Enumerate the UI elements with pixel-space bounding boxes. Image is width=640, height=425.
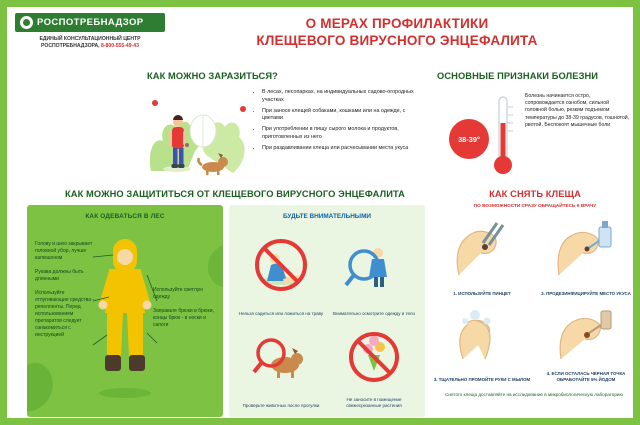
infection-bullets (254, 89, 422, 156)
list-item: • В лесах, лесопарках, на индивидуальных садово-огородных участках (262, 89, 422, 104)
dress-note: Заправьте брюки в брюки, концы брюк - в носки и сапоги (153, 308, 214, 328)
list-item: • При употреблении в пищу сырого молока и продуктов, приготовленных из него (262, 126, 422, 141)
removal-step-4 (535, 299, 637, 383)
attentive-cell-no-flowers (328, 321, 419, 411)
infection-section-title: КАК МОЖНО ЗАРАЗИТЬСЯ? (147, 71, 278, 81)
signs-description: Болезнь начинается остро, сопровождается ознобом, сильной головной болью, резким подъемом температуры до 38-39 градусов, тошнотой, рвотой. Беспокоят мышечные боли (525, 93, 630, 128)
dress-note: Используйте отпугивающие средства - репелленты. Перед использованием препаратов следует ознакомиться с инструкцией (35, 290, 95, 338)
removal-footnote: Снятого клеща доставляйте на исследование в микробиологическую лабораторию (445, 392, 623, 397)
no-flowers-icon (338, 327, 410, 387)
removal-subtitle: ПО ВОЗМОЖНОСТИ СРАЗУ ОБРАЩАЙТЕСЬ К ВРАЧУ (473, 203, 597, 208)
logo-title: РОСПОТРЕБНАДЗОР (37, 17, 144, 28)
removal-step-caption: 4. ЕСЛИ ОСТАЛАСЬ ЧЕРНАЯ ТОЧКА ОБРАБОТАЙТЕ 5% ЙОДОМ (546, 371, 626, 382)
page-title (177, 15, 617, 49)
attentive-grid (235, 229, 419, 411)
rospotrebnadzor-logo (15, 13, 165, 50)
hotline-phone: 8-800-555-49-43 (101, 43, 139, 49)
magnifier-dog-icon (245, 327, 317, 387)
removal-step-1 (431, 213, 533, 297)
poster-header (7, 7, 633, 59)
page-title-line1: О МЕРАХ ПРОФИЛАКТИКИ (305, 16, 489, 31)
thermometer-icon (489, 95, 517, 183)
removal-step-caption: 2. ПРОДЕЗИНФИЦИРУЙТЕ МЕСТО УКУСА (541, 291, 631, 296)
logo-bar (15, 13, 165, 32)
iodine-icon (543, 301, 629, 365)
list-item: • При раздавливании клеща или расчесывании места укуса (262, 145, 422, 153)
attentive-caption: Не заносите в помещение свежесрезанные растения (346, 397, 402, 408)
dress-panel (27, 205, 223, 417)
dress-note: Голову и шею закрывает головной убор, лучше капюшоном (35, 241, 93, 261)
forest-illustration (147, 79, 252, 179)
protection-section-title: КАК МОЖНО ЗАЩИТИТЬСЯ ОТ КЛЕЩЕВОГО ВИРУСНОГО ЭНЦЕФАЛИТА (65, 189, 405, 199)
attentive-caption: Проверьте животных после прогулки (242, 403, 320, 408)
attentive-panel (229, 205, 425, 417)
dress-panel-title: КАК ОДЕВАТЬСЯ В ЛЕС (85, 213, 165, 220)
removal-step-2 (535, 213, 637, 297)
logo-sub-line2: РОСПОТРЕБНАДЗОРА, (41, 43, 100, 49)
magnifier-person-icon (338, 235, 410, 295)
attentive-caption: Внимательно осмотрите одежду и тело (332, 311, 416, 316)
temperature-badge: 38-39° (449, 119, 489, 159)
no-sitting-icon (245, 235, 317, 295)
removal-step-3 (431, 299, 533, 383)
forest-illustration-svg (147, 79, 252, 179)
removal-step-caption: 3. ТЩАТЕЛЬНО ПРОМОЙТЕ РУКИ С МЫЛОМ (433, 377, 531, 382)
dress-note: Используйте светлую одежду (153, 287, 203, 300)
removal-steps (431, 213, 637, 383)
logo-sub-line1: ЕДИНЫЙ КОНСУЛЬТАЦИОННЫЙ ЦЕНТР (39, 36, 141, 42)
handwash-icon (439, 301, 525, 365)
removal-section-title: КАК СНЯТЬ КЛЕЩА (489, 189, 581, 199)
attentive-cell-inspect-body (328, 229, 419, 319)
list-item: • При заносе клещей собаками, кошками или на одежде, с цветами (262, 108, 422, 123)
logo-subtitle (15, 36, 165, 50)
removal-step-caption: 1. ИСПОЛЬЗУЙТЕ ПИНЦЕТ (453, 291, 511, 296)
signs-body (437, 91, 633, 183)
attentive-cell-no-sitting (235, 229, 326, 319)
emblem-icon (20, 16, 33, 29)
attentive-caption: Нельзя садиться или ложиться на траву (238, 311, 324, 316)
signs-section-title: ОСНОВНЫЕ ПРИЗНАКИ БОЛЕЗНИ (437, 71, 599, 81)
attentive-panel-title: БУДЬТЕ ВНИМАТЕЛЬНЫМИ (282, 213, 371, 220)
dress-left-notes (35, 241, 97, 346)
page-title-line2: КЛЕЩЕВОГО ВИРУСНОГО ЭНЦЕФАЛИТА (256, 33, 538, 48)
disinfect-icon (543, 215, 629, 279)
tweezers-icon (439, 215, 525, 279)
dress-note: Рукава должны быть длинными (35, 269, 84, 282)
dress-right-notes (153, 287, 215, 336)
infection-list (254, 89, 422, 152)
attentive-cell-check-pets (235, 321, 326, 411)
